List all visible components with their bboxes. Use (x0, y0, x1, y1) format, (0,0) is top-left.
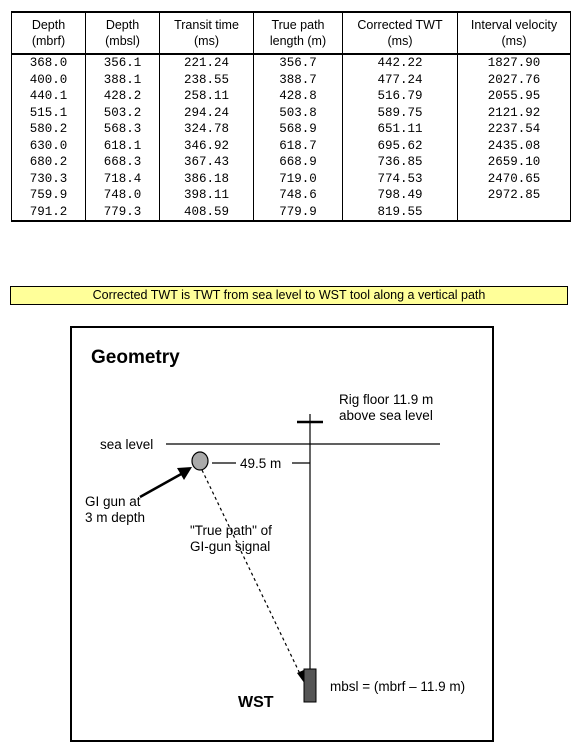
cell: 428.8 (254, 88, 343, 105)
cell: 440.1 (12, 88, 86, 105)
cell: 442.22 (343, 54, 458, 72)
cell: 2027.76 (458, 72, 571, 89)
cell: 503.8 (254, 105, 343, 122)
cell: 568.3 (86, 121, 160, 138)
cell: 388.7 (254, 72, 343, 89)
header-interval-velocity: Interval velocity (ms) (458, 12, 571, 54)
header-true-path-length: True path length (m) (254, 12, 343, 54)
cell: 779.9 (254, 204, 343, 222)
header-depth-mbrf: Depth (mbrf) (12, 12, 86, 54)
cell: 618.1 (86, 138, 160, 155)
cell: 503.2 (86, 105, 160, 122)
offset-label: 49.5 m (240, 456, 282, 471)
cell: 568.9 (254, 121, 343, 138)
cell: 408.59 (160, 204, 254, 222)
cell: 516.79 (343, 88, 458, 105)
gi-gun-icon (192, 452, 208, 470)
gun-pointer-arrowhead (177, 467, 192, 480)
true-path-line (202, 470, 302, 678)
depth-formula-label: mbsl = (mbrf – 11.9 m) (330, 679, 466, 694)
cell: 400.0 (12, 72, 86, 89)
figure-title: Geometry (91, 347, 180, 368)
cell: 368.0 (12, 54, 86, 72)
cell: 258.11 (160, 88, 254, 105)
cell: 618.7 (254, 138, 343, 155)
cell: 346.92 (160, 138, 254, 155)
cell: 680.2 (12, 154, 86, 171)
cell: 589.75 (343, 105, 458, 122)
cell: 428.2 (86, 88, 160, 105)
cell: 630.0 (12, 138, 86, 155)
cell: 221.24 (160, 54, 254, 72)
cell: 730.3 (12, 171, 86, 188)
cell: 774.53 (343, 171, 458, 188)
cell: 386.18 (160, 171, 254, 188)
cell: 759.9 (12, 187, 86, 204)
cell: 748.0 (86, 187, 160, 204)
wst-label: WST (238, 694, 274, 711)
note-banner: Corrected TWT is TWT from sea level to WST tool along a vertical path (10, 286, 568, 305)
cell: 2055.95 (458, 88, 571, 105)
cell: 367.43 (160, 154, 254, 171)
gi-gun-label: GI gun at 3 m depth (85, 494, 146, 525)
cell: 668.9 (254, 154, 343, 171)
rig-floor-label: Rig floor 11.9 m above sea level (339, 392, 434, 423)
cell: 2435.08 (458, 138, 571, 155)
header-transit-time: Transit time (ms) (160, 12, 254, 54)
cell: 1827.90 (458, 54, 571, 72)
cell: 2659.10 (458, 154, 571, 171)
sea-level-label: sea level (100, 437, 154, 452)
cell: 791.2 (12, 204, 86, 222)
cell: 2470.65 (458, 171, 571, 188)
cell: 294.24 (160, 105, 254, 122)
cell: 2121.92 (458, 105, 571, 122)
cell: 388.1 (86, 72, 160, 89)
cell: 324.78 (160, 121, 254, 138)
cell: 748.6 (254, 187, 343, 204)
true-path-label: "True path" of GI-gun signal (190, 523, 272, 554)
cell: 477.24 (343, 72, 458, 89)
header-corrected-twt: Corrected TWT (ms) (343, 12, 458, 54)
cell: 515.1 (12, 105, 86, 122)
cell: 779.3 (86, 204, 160, 222)
cell: 2972.85 (458, 187, 571, 204)
gun-pointer-line (140, 473, 183, 497)
cell: 356.1 (86, 54, 160, 72)
cell: 719.0 (254, 171, 343, 188)
header-depth-mbsl: Depth (mbsl) (86, 12, 160, 54)
cell: 718.4 (86, 171, 160, 188)
cell: 798.49 (343, 187, 458, 204)
cell: 651.11 (343, 121, 458, 138)
cell: 819.55 (343, 204, 458, 222)
wst-tool-icon (304, 669, 316, 702)
cell: 356.7 (254, 54, 343, 72)
cell: 736.85 (343, 154, 458, 171)
cell: 668.3 (86, 154, 160, 171)
cell: 398.11 (160, 187, 254, 204)
cell: 238.55 (160, 72, 254, 89)
cell: 695.62 (343, 138, 458, 155)
cell: 2237.54 (458, 121, 571, 138)
cell: 580.2 (12, 121, 86, 138)
